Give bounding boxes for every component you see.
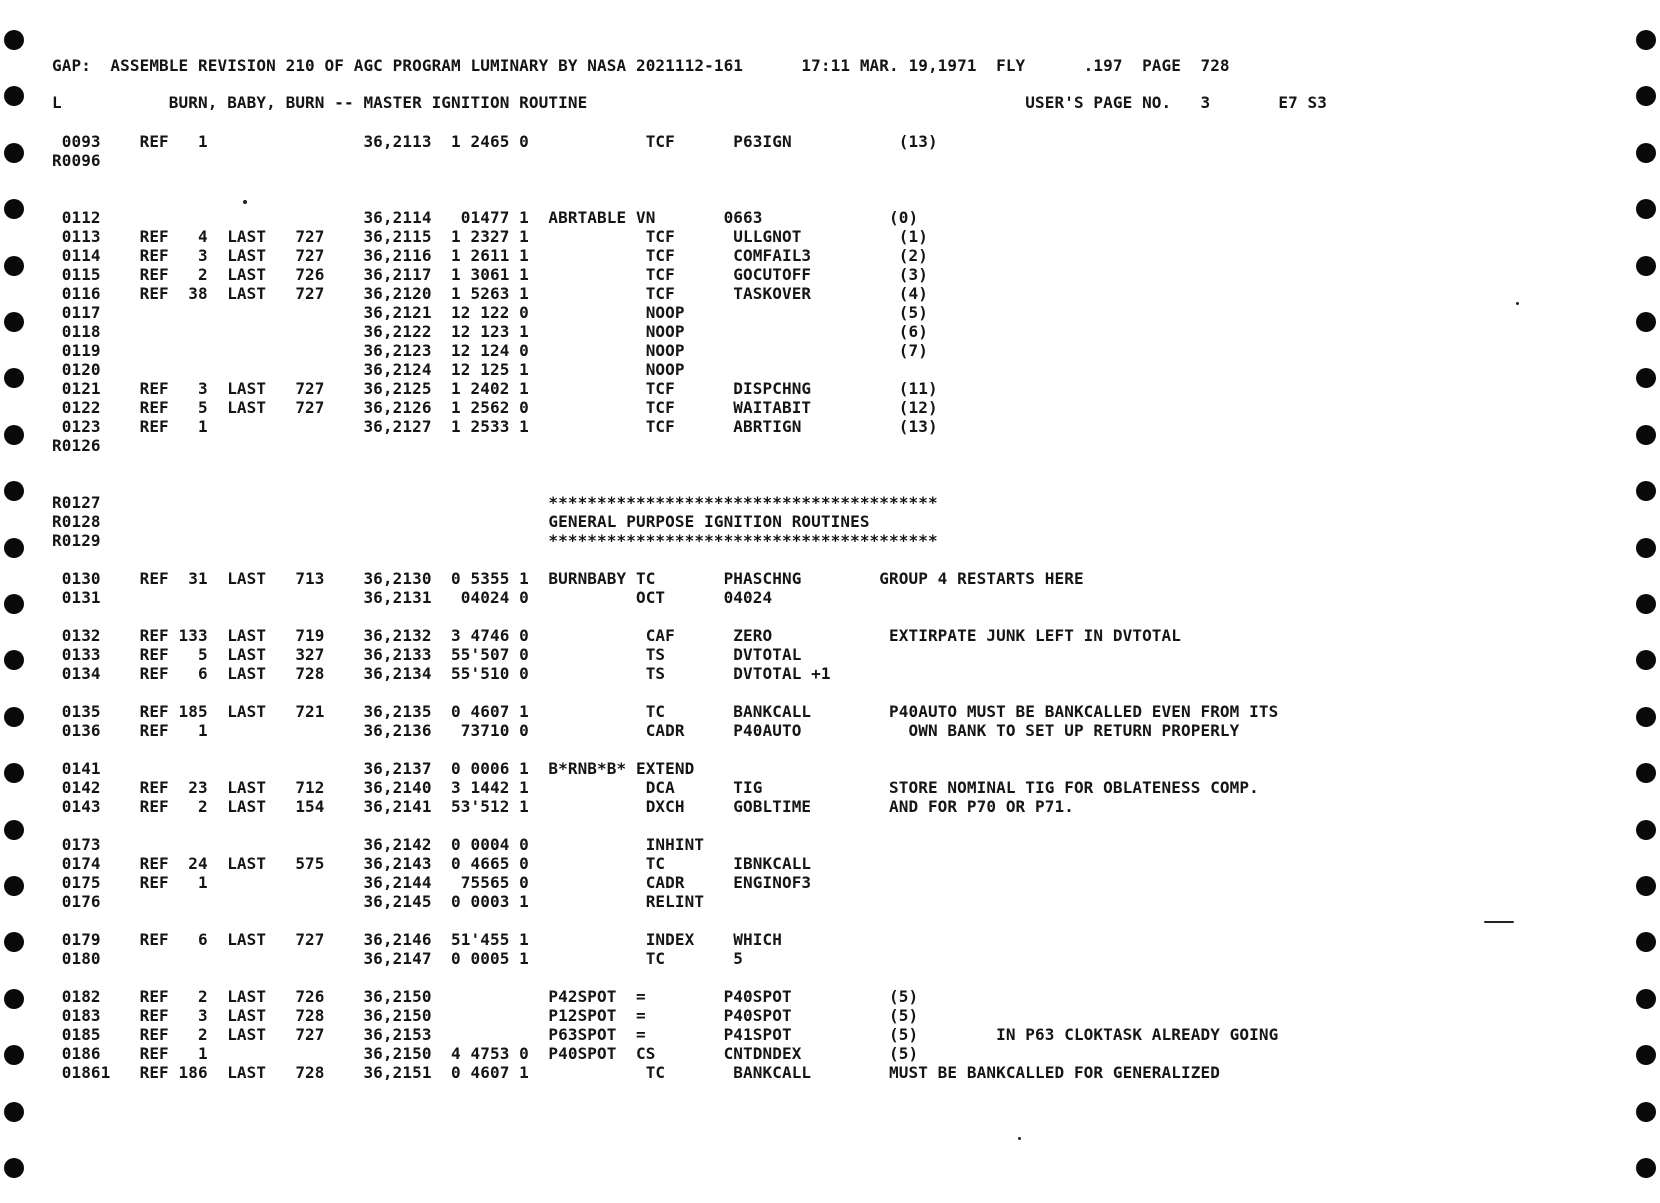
listing-line: 0183 REF 3 LAST 728 36,2150 P12SPOT = P40SPOT (5) xyxy=(52,1006,919,1025)
listing-line: 0116 REF 38 LAST 727 36,2120 1 5263 1 TCF TASKOVER (4) xyxy=(52,284,928,303)
listing-line: 0122 REF 5 LAST 727 36,2126 1 2562 0 TCF WAITABIT (12) xyxy=(52,398,938,417)
listing-line: 0123 REF 1 36,2127 1 2533 1 TCF ABRTIGN (13) xyxy=(52,417,938,436)
print-mark xyxy=(1484,921,1514,923)
listing-line: 0093 REF 1 36,2113 1 2465 0 TCF P63IGN (13) xyxy=(52,132,938,151)
listing-line: 0114 REF 3 LAST 727 36,2116 1 2611 1 TCF COMFAIL3 (2) xyxy=(52,246,928,265)
listing-line: 0117 36,2121 12 122 0 NOOP (5) xyxy=(52,303,928,322)
listing-line: 0173 36,2142 0 0004 0 INHINT xyxy=(52,835,705,854)
print-speck xyxy=(1018,1137,1021,1140)
listing-line: 0131 36,2131 04024 0 OCT 04024 xyxy=(52,588,773,607)
listing-line: 0132 REF 133 LAST 719 36,2132 3 4746 0 CAF ZERO EXTIRPATE JUNK LEFT IN DVTOTAL xyxy=(52,626,1182,645)
listing-line: 0142 REF 23 LAST 712 36,2140 3 1442 1 DCA TIG STORE NOMINAL TIG FOR OBLATENESS COMP. xyxy=(52,778,1259,797)
listing-line: 0113 REF 4 LAST 727 36,2115 1 2327 1 TCF ULLGNOT (1) xyxy=(52,227,928,246)
listing-line: 0185 REF 2 LAST 727 36,2153 P63SPOT = P41SPOT (5) IN P63 CLOKTASK ALREADY GOING xyxy=(52,1025,1279,1044)
listing-line: R0126 xyxy=(52,436,101,455)
listing-line: 01861 REF 186 LAST 728 36,2151 0 4607 1 TC BANKCALL MUST BE BANKCALLED FOR GENERALIZED xyxy=(52,1063,1220,1082)
listing-line: 0176 36,2145 0 0003 1 RELINT xyxy=(52,892,705,911)
listing-line: 0133 REF 5 LAST 327 36,2133 55'507 0 TS DVTOTAL xyxy=(52,645,802,664)
listing-line: 0119 36,2123 12 124 0 NOOP (7) xyxy=(52,341,928,360)
listing-line: 0120 36,2124 12 125 1 NOOP xyxy=(52,360,685,379)
listing-line: 0135 REF 185 LAST 721 36,2135 0 4607 1 TC BANKCALL P40AUTO MUST BE BANKCALLED EVEN FROM ITS xyxy=(52,702,1279,721)
print-speck xyxy=(1516,302,1519,305)
listing-line: 0115 REF 2 LAST 726 36,2117 1 3061 1 TCF GOCUTOFF (3) xyxy=(52,265,928,284)
listing-line: 0121 REF 3 LAST 727 36,2125 1 2402 1 TCF DISPCHNG (11) xyxy=(52,379,938,398)
listing-line: 0134 REF 6 LAST 728 36,2134 55'510 0 TS DVTOTAL +1 xyxy=(52,664,831,683)
listing-line: R0128 GENERAL PURPOSE IGNITION ROUTINES xyxy=(52,512,870,531)
listing-line: 0180 36,2147 0 0005 1 TC 5 xyxy=(52,949,744,968)
listing-line: 0186 REF 1 36,2150 4 4753 0 P40SPOT CS CNTDNDEX (5) xyxy=(52,1044,919,1063)
listing-line: 0174 REF 24 LAST 575 36,2143 0 4665 0 TC IBNKCALL xyxy=(52,854,812,873)
listing-line: R0127 **************************************** xyxy=(52,493,938,512)
listing-line: 0130 REF 31 LAST 713 36,2130 0 5355 1 BURNBABY TC PHASCHNG GROUP 4 RESTARTS HERE xyxy=(52,569,1084,588)
listing-line: 0118 36,2122 12 123 1 NOOP (6) xyxy=(52,322,928,341)
header-line-2: L BURN, BABY, BURN -- MASTER IGNITION ROUTINE USER'S PAGE NO. 3 E7 S3 xyxy=(52,93,1327,112)
listing-line: 0182 REF 2 LAST 726 36,2150 P42SPOT = P40SPOT (5) xyxy=(52,987,919,1006)
listing-line: R0096 xyxy=(52,151,101,170)
listing-line: 0175 REF 1 36,2144 75565 0 CADR ENGINOF3 xyxy=(52,873,812,892)
header-line-1: GAP: ASSEMBLE REVISION 210 OF AGC PROGRAM LUMINARY BY NASA 2021112-161 17:11 MAR. 19,1971 FLY .197 PAGE 728 xyxy=(52,56,1230,75)
listing-line: 0141 36,2137 0 0006 1 B*RNB*B* EXTEND xyxy=(52,759,695,778)
listing-line: 0136 REF 1 36,2136 73710 0 CADR P40AUTO OWN BANK TO SET UP RETURN PROPERLY xyxy=(52,721,1240,740)
print-speck xyxy=(243,200,247,204)
listing-line: 0143 REF 2 LAST 154 36,2141 53'512 1 DXCH GOBLTIME AND FOR P70 OR P71. xyxy=(52,797,1074,816)
listing-line: 0179 REF 6 LAST 727 36,2146 51'455 1 INDEX WHICH xyxy=(52,930,782,949)
listing-line: 0112 36,2114 01477 1 ABRTABLE VN 0663 (0) xyxy=(52,208,919,227)
listing-line: R0129 **************************************** xyxy=(52,531,938,550)
